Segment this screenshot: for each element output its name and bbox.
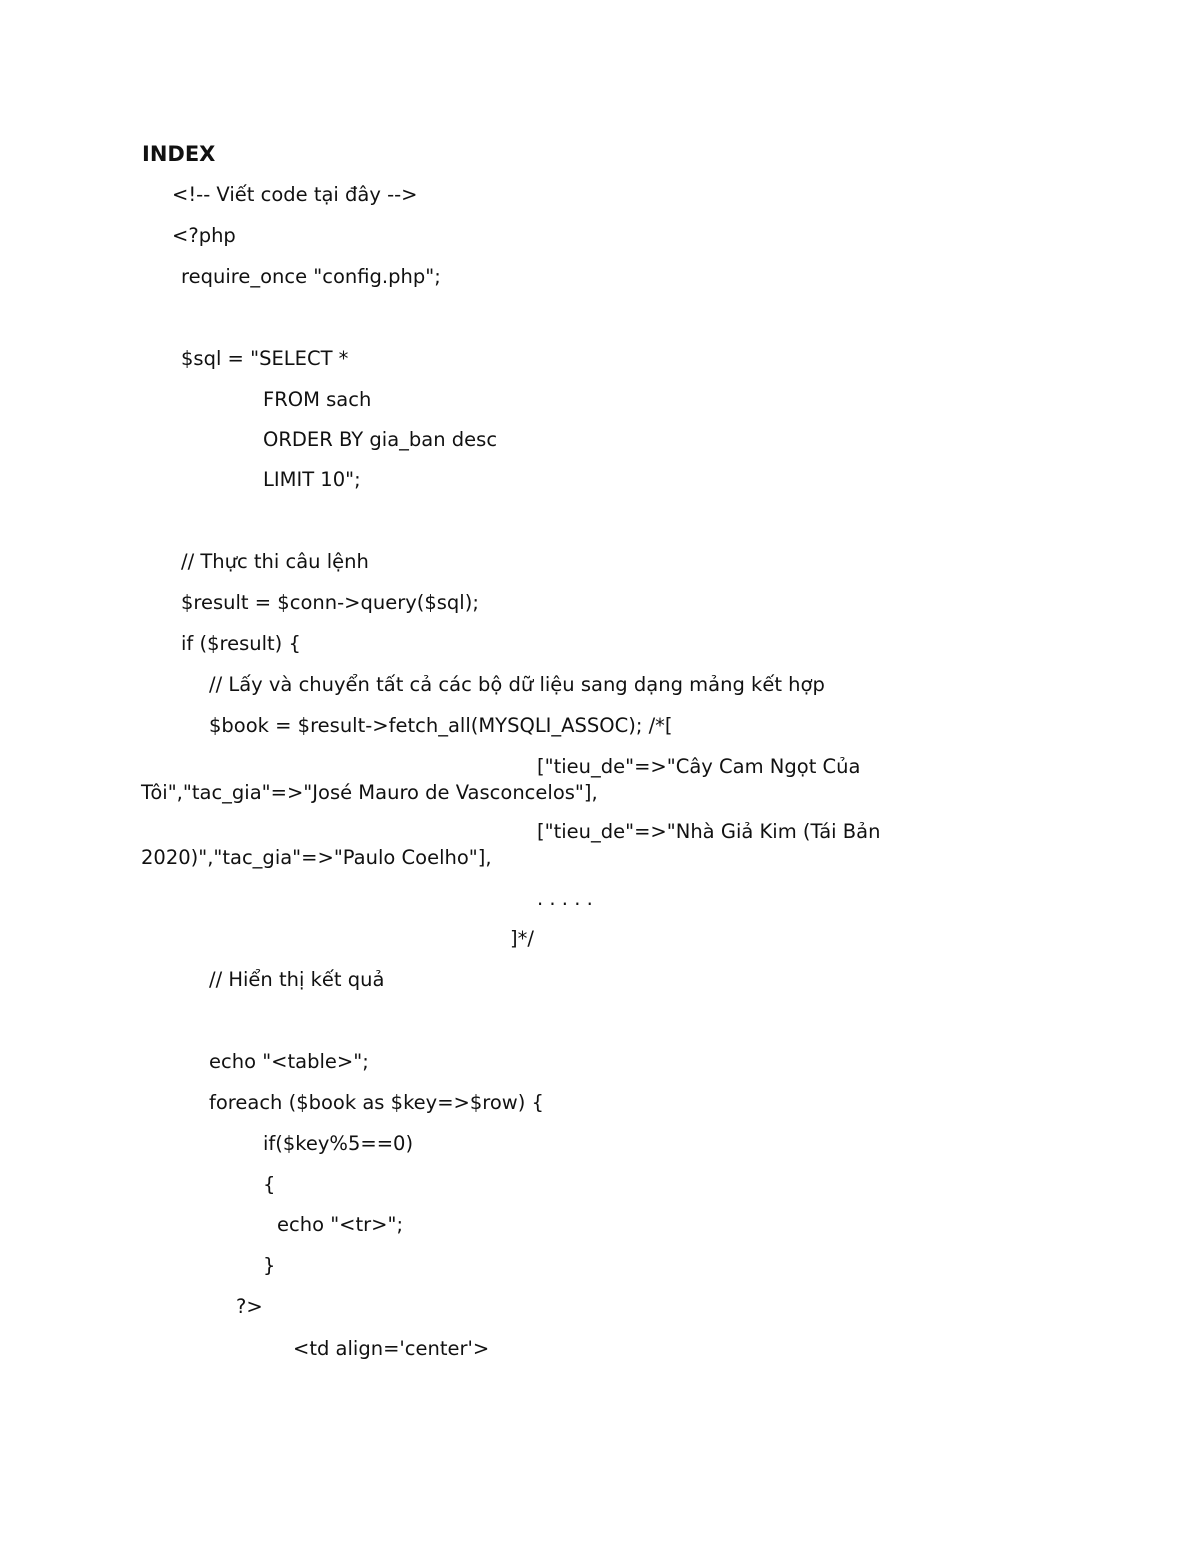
code-line: if ($result) {: [181, 632, 301, 655]
code-line: ]*/: [510, 927, 534, 950]
code-line: echo "<table>";: [209, 1050, 369, 1073]
code-line: echo "<tr>";: [277, 1213, 404, 1236]
code-line: FROM sach: [263, 388, 372, 411]
code-line: if($key%5==0): [263, 1132, 414, 1155]
code-line: <?php: [172, 224, 236, 247]
code-line: <!-- Viết code tại đây -->: [172, 183, 418, 206]
code-line: ?>: [236, 1295, 263, 1318]
code-line: ORDER BY gia_ban desc: [263, 428, 498, 451]
code-comment: // Thực thi câu lệnh: [181, 550, 369, 573]
code-comment: // Hiển thị kết quả: [209, 968, 385, 991]
code-comment: // Lấy và chuyển tất cả các bộ dữ liệu sang dạng mảng kết hợp: [209, 673, 825, 696]
code-line-wrapped: ["tieu_de"=>"Cây Cam Ngọt Của Tôi","tac_gia"=>"José Mauro de Vasconcelos"],: [141, 755, 861, 804]
code-ellipsis: . . . . .: [537, 887, 593, 910]
code-line: }: [263, 1254, 276, 1277]
code-line: {: [263, 1173, 276, 1196]
code-line: LIMIT 10";: [263, 468, 361, 491]
code-line: require_once "config.php";: [181, 265, 441, 288]
code-line: <td align='center'>: [293, 1337, 490, 1360]
code-line: $sql = "SELECT *: [181, 347, 349, 370]
code-line: $book = $result->fetch_all(MYSQLI_ASSOC); /*[: [209, 714, 673, 737]
code-line-wrapped: ["tieu_de"=>"Nhà Giả Kim (Tái Bản 2020)","tac_gia"=>"Paulo Coelho"],: [141, 820, 881, 869]
code-line: foreach ($book as $key=>$row) {: [209, 1091, 544, 1114]
code-line: $result = $conn->query($sql);: [181, 591, 479, 614]
page-title: INDEX: [142, 142, 216, 166]
